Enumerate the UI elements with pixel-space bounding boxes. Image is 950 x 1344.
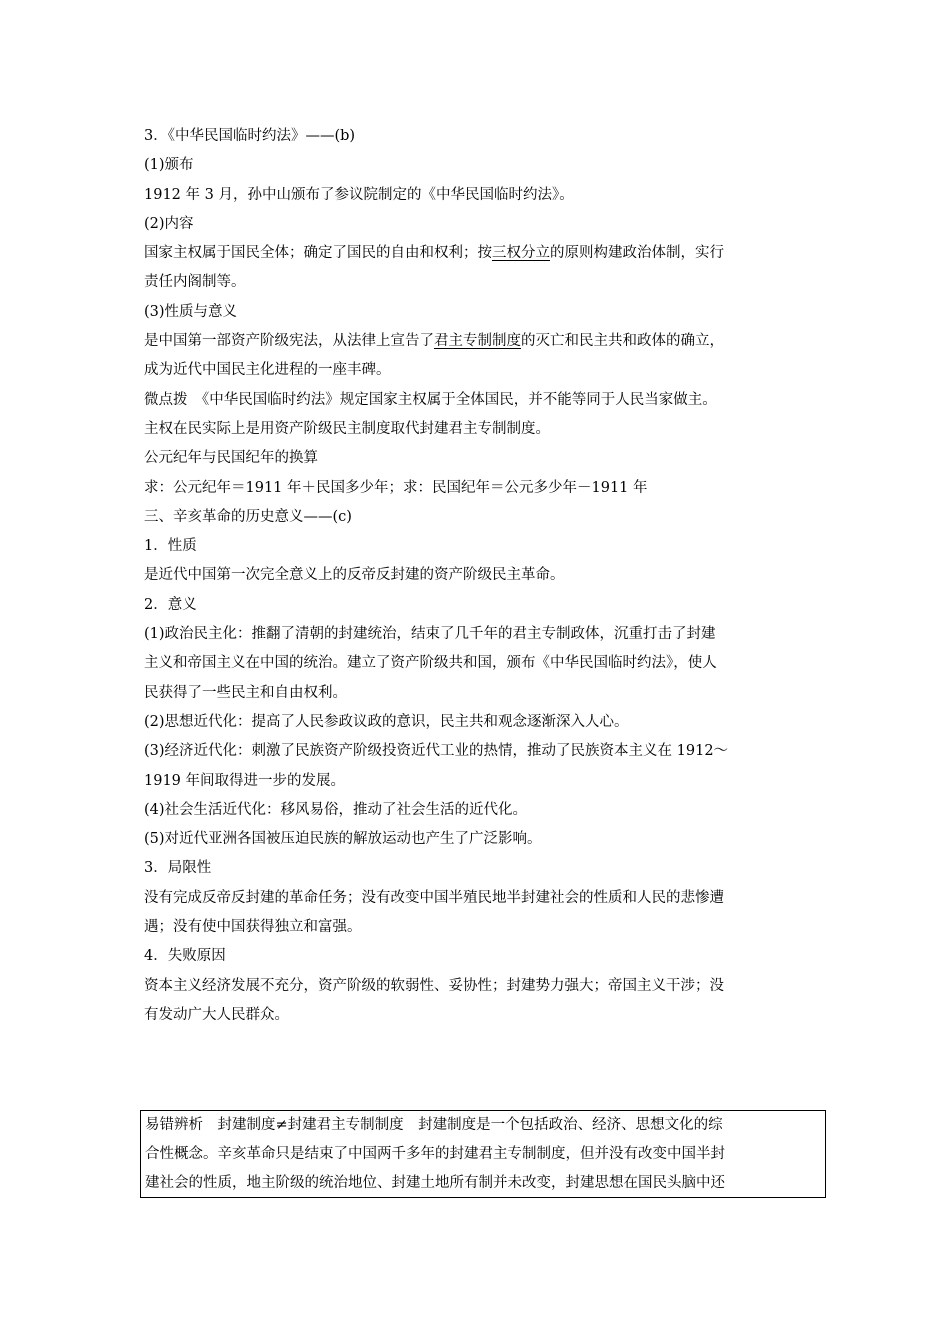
paragraph-line: (2)思想近代化：提高了人民参政议政的意识，民主共和观念逐渐深入人心。 [144,713,629,730]
underlined-term: 三权分立 [492,245,550,262]
paragraph-line: 是近代中国第一次完全意义上的反帝反封建的资产阶级民主革命。 [144,567,565,584]
paragraph-line: (1)政治民主化：推翻了清朝的封建统治，结束了几千年的君主专制政体，沉重打击了封建 [144,626,716,643]
paragraph-line: (3)经济近代化：刺激了民族资产阶级投资近代工业的热情，推动了民族资本主义在 1912～ [144,743,729,760]
document-body [144,122,824,1030]
paragraph-line: (4)社会生活近代化：移风易俗，推动了社会生活的近代化。 [144,801,528,818]
paragraph-line: 主义和帝国主义在中国的统治。建立了资产阶级共和国，颁布《中华民国临时约法》，使人 [144,655,717,672]
subheading: 2．意义 [144,596,197,613]
box-line: 易错辨析 封建制度≠封建君主专制制度 封建制度是一个包括政治、经济、思想文化的综 [145,1117,723,1133]
text-span: 是中国第一部资产阶级宪法，从法律上宣告了 [144,333,434,350]
box-line: 合性概念。辛亥革命只是结束了中国两千多年的封建君主专制制度，但并没有改变中国半封 [145,1146,725,1162]
section-heading: 3．《中华民国临时约法》——(b) [144,128,356,144]
paragraph-line [144,327,824,356]
paragraph-line: 责任内阁制等。 [144,274,246,291]
subheading: (3)性质与意义 [144,303,238,320]
tip-line: 微点拨 《中华民国临时约法》规定国家主权属于全体国民，并不能等同于人民当家做主。 [144,391,717,408]
underlined-term: 君主专制制度 [434,333,521,350]
paragraph-line: 成为近代中国民主化进程的一座丰碑。 [144,362,391,379]
paragraph-line: 1912 年 3 月，孙中山颁布了参议院制定的《中华民国临时约法》。 [144,186,574,203]
subheading: 1．性质 [144,538,197,555]
text-span: 的原则构建政治体制，实行 [550,245,724,262]
tip-line: 主权在民实际上是用资产阶级民主制度取代封建君主专制制度。 [144,420,550,437]
text-span: 的灭亡和民主共和政体的确立， [521,333,724,350]
text-span: 国家主权属于国民全体；确定了国民的自由和权利；按 [144,245,492,262]
paragraph-line [144,239,824,268]
section-heading: 三、辛亥革命的历史意义——(c) [144,508,352,525]
subheading: (1)颁布 [144,157,194,174]
paragraph-line: 有发动广大人民群众。 [144,1006,289,1023]
error-analysis-box [140,1110,826,1198]
subheading: (2)内容 [144,215,194,232]
subheading: 3．局限性 [144,860,212,877]
formula-line: 求：公元纪年＝1911 年＋民国多少年；求：民国纪年＝公元多少年－1911 年 [144,479,648,496]
subheading: 公元纪年与民国纪年的换算 [144,450,318,467]
paragraph-line: 民获得了一些民主和自由权利。 [144,684,347,701]
paragraph-line: 没有完成反帝反封建的革命任务；没有改变中国半殖民地半封建社会的性质和人民的悲惨遭 [144,889,724,906]
paragraph-line: 遇；没有使中国获得独立和富强。 [144,919,362,936]
paragraph-line: 资本主义经济发展不充分，资产阶级的软弱性、妥协性；封建势力强大；帝国主义干涉；没 [144,977,724,994]
paragraph-line: 1919 年间取得进一步的发展。 [144,772,346,789]
subheading: 4．失败原因 [144,948,226,965]
box-line: 建社会的性质，地主阶级的统治地位、封建土地所有制并未改变，封建思想在国民头脑中还 [145,1175,725,1191]
paragraph-line: (5)对近代亚洲各国被压迫民族的解放运动也产生了广泛影响。 [144,831,542,848]
